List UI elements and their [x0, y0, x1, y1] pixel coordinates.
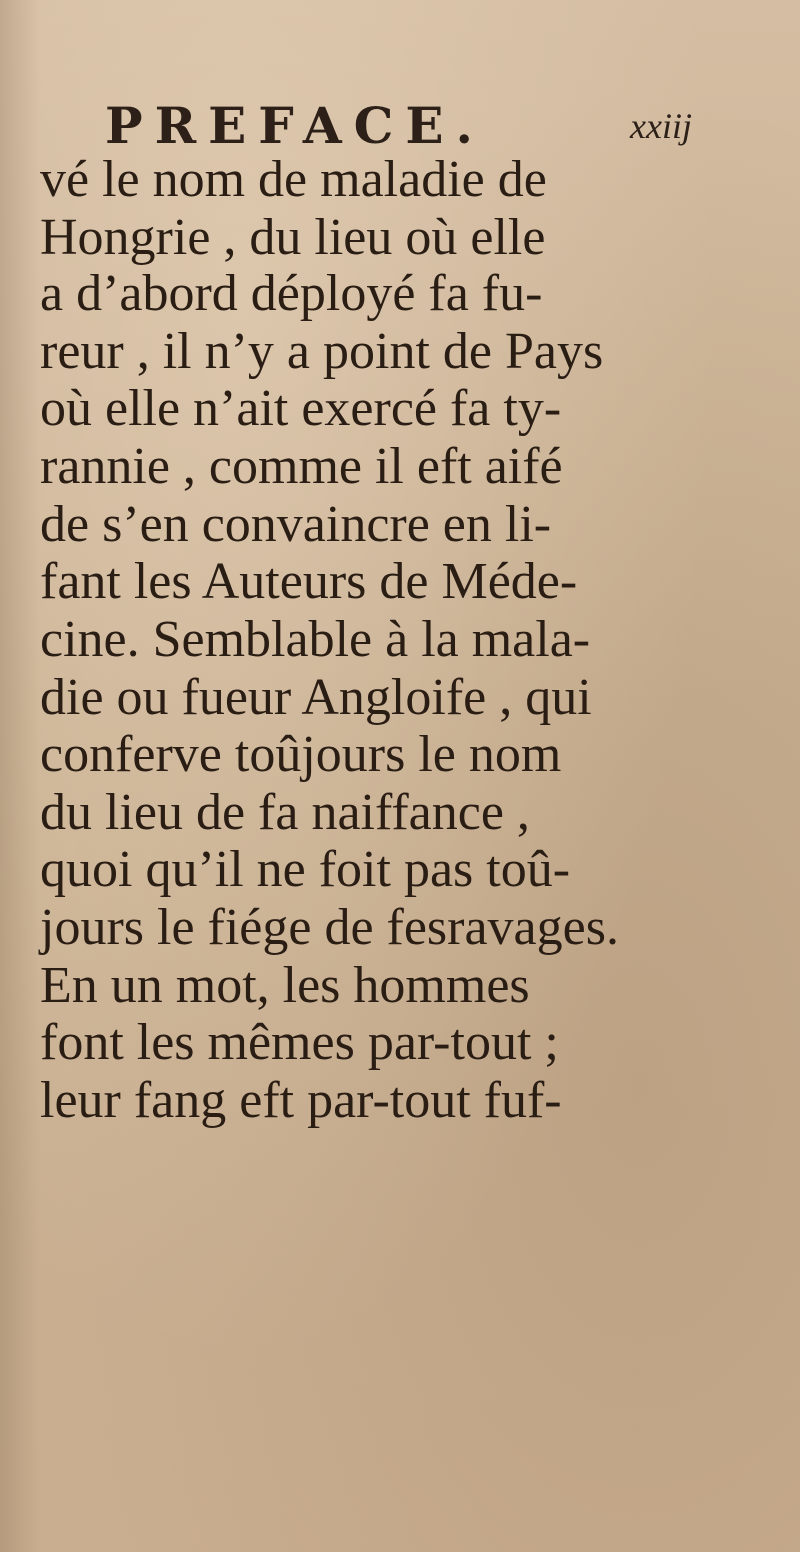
text-line: rannie , comme il eft aifé	[40, 438, 563, 495]
text-line: du lieu de fa naiffance ,	[40, 784, 530, 841]
text-line: Hongrie , du lieu où elle	[40, 209, 546, 266]
text-line: cine. Semblable à la mala-	[40, 611, 591, 668]
running-title: PREFACE.	[105, 96, 485, 155]
text-line: où elle n’ait exercé fa ty-	[40, 380, 562, 437]
text-line: reur , il n’y a point de Pays	[40, 323, 604, 380]
text-line: conferve toûjours le nom	[40, 726, 562, 783]
text-line: a d’abord déployé fa fu-	[40, 265, 543, 322]
page-shadow-edge	[0, 0, 40, 1552]
text-line: En un mot, les hommes	[40, 957, 530, 1014]
text-line: vé le nom de maladie de	[40, 151, 547, 208]
text-line: leur fang eft par-tout fuf-	[40, 1072, 562, 1129]
text-line: jours le fiége de fesravages.	[40, 899, 619, 956]
text-line: fant les Auteurs de Méde-	[40, 553, 578, 610]
text-line: font les mêmes par-tout ;	[40, 1014, 559, 1071]
page-number: xxiij	[630, 106, 692, 146]
text-line: die ou fueur Angloife , qui	[40, 669, 592, 726]
text-line: de s’en convaincre en li-	[40, 496, 552, 553]
text-line: quoi qu’il ne foit pas toû-	[40, 841, 571, 898]
